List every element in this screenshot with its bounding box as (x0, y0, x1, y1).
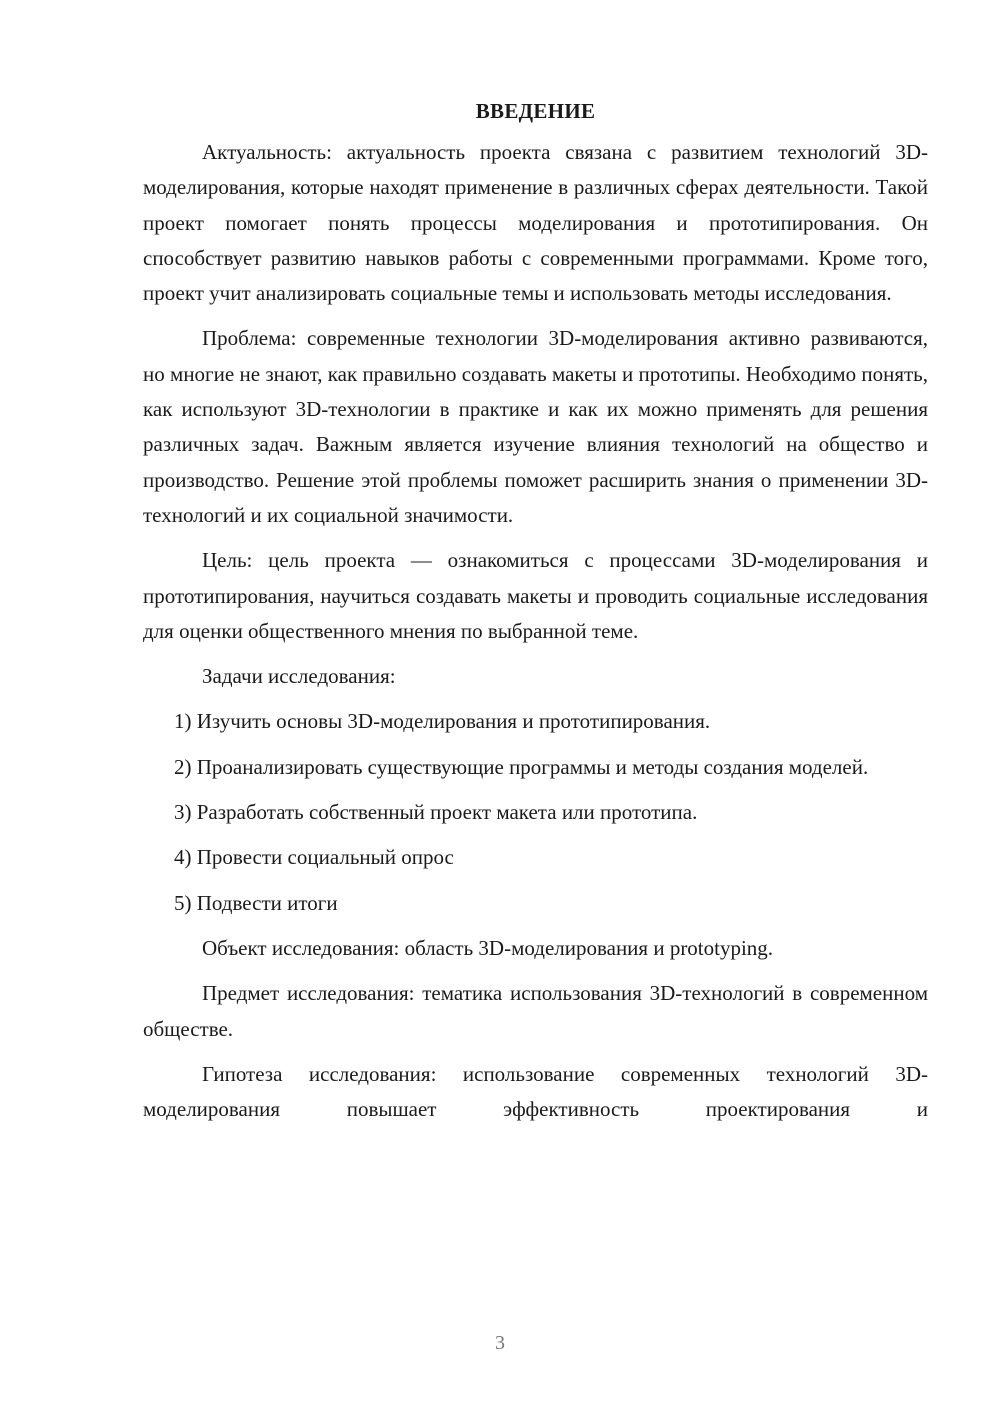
task-item-1: 1) Изучить основы 3D-моделирования и прототипирования. (174, 709, 711, 734)
paragraph-hypothesis: Гипотеза исследования: использование современных технологий 3D-моделирования повышает эффективность проектирования и (143, 1061, 928, 1122)
paragraph-goal: Цель: цель проекта — ознакомиться с процессами 3D-моделирования и прототипирования, научиться создавать макеты и проводить социальные исследования для оценки общественного мнения по выбранной теме. (143, 548, 928, 643)
page-number: 3 (495, 1332, 505, 1354)
paragraph-tasks-heading: Задачи исследования: (202, 664, 396, 689)
document-title: ВВЕДЕНИЕ (475, 99, 596, 123)
task-item-5: 5) Подвести итоги (174, 890, 338, 915)
task-item-4: 4) Провести социальный опрос (174, 845, 454, 870)
paragraph-problem: Проблема: современные технологии 3D-моделирования активно развиваются, но многие не знают, как правильно создавать макеты и прототипы. Необходимо понять, как используют 3D-технологии в практике и как их можно применять для решения различных задач. Важным является изучение влияния технологий на общество и производство. Решение этой проблемы поможет расширить знания о применении 3D-технологий и их социальной значимости. (143, 326, 928, 527)
paragraph-subject: Предмет исследования: тематика использования 3D-технологий в современном обществе. (143, 981, 928, 1041)
paragraph-relevance: Актуальность: актуальность проекта связана с развитием технологий 3D-моделирования, которые находят применение в различных сферах деятельности. Такой проект помогает понять процессы моделирования и прототипирования. Он способствует развитию навыков работы с современными программами. Кроме того, проект учит анализировать социальные темы и использовать методы исследования. (143, 140, 928, 306)
paragraph-object: Объект исследования: область 3D-моделирования и prototyping. (202, 935, 774, 960)
document-page (143, 96, 928, 1137)
task-item-2: 2) Проанализировать существующие программы и методы создания моделей. (174, 754, 869, 779)
task-item-3: 3) Разработать собственный проект макета или прототипа. (174, 800, 698, 825)
